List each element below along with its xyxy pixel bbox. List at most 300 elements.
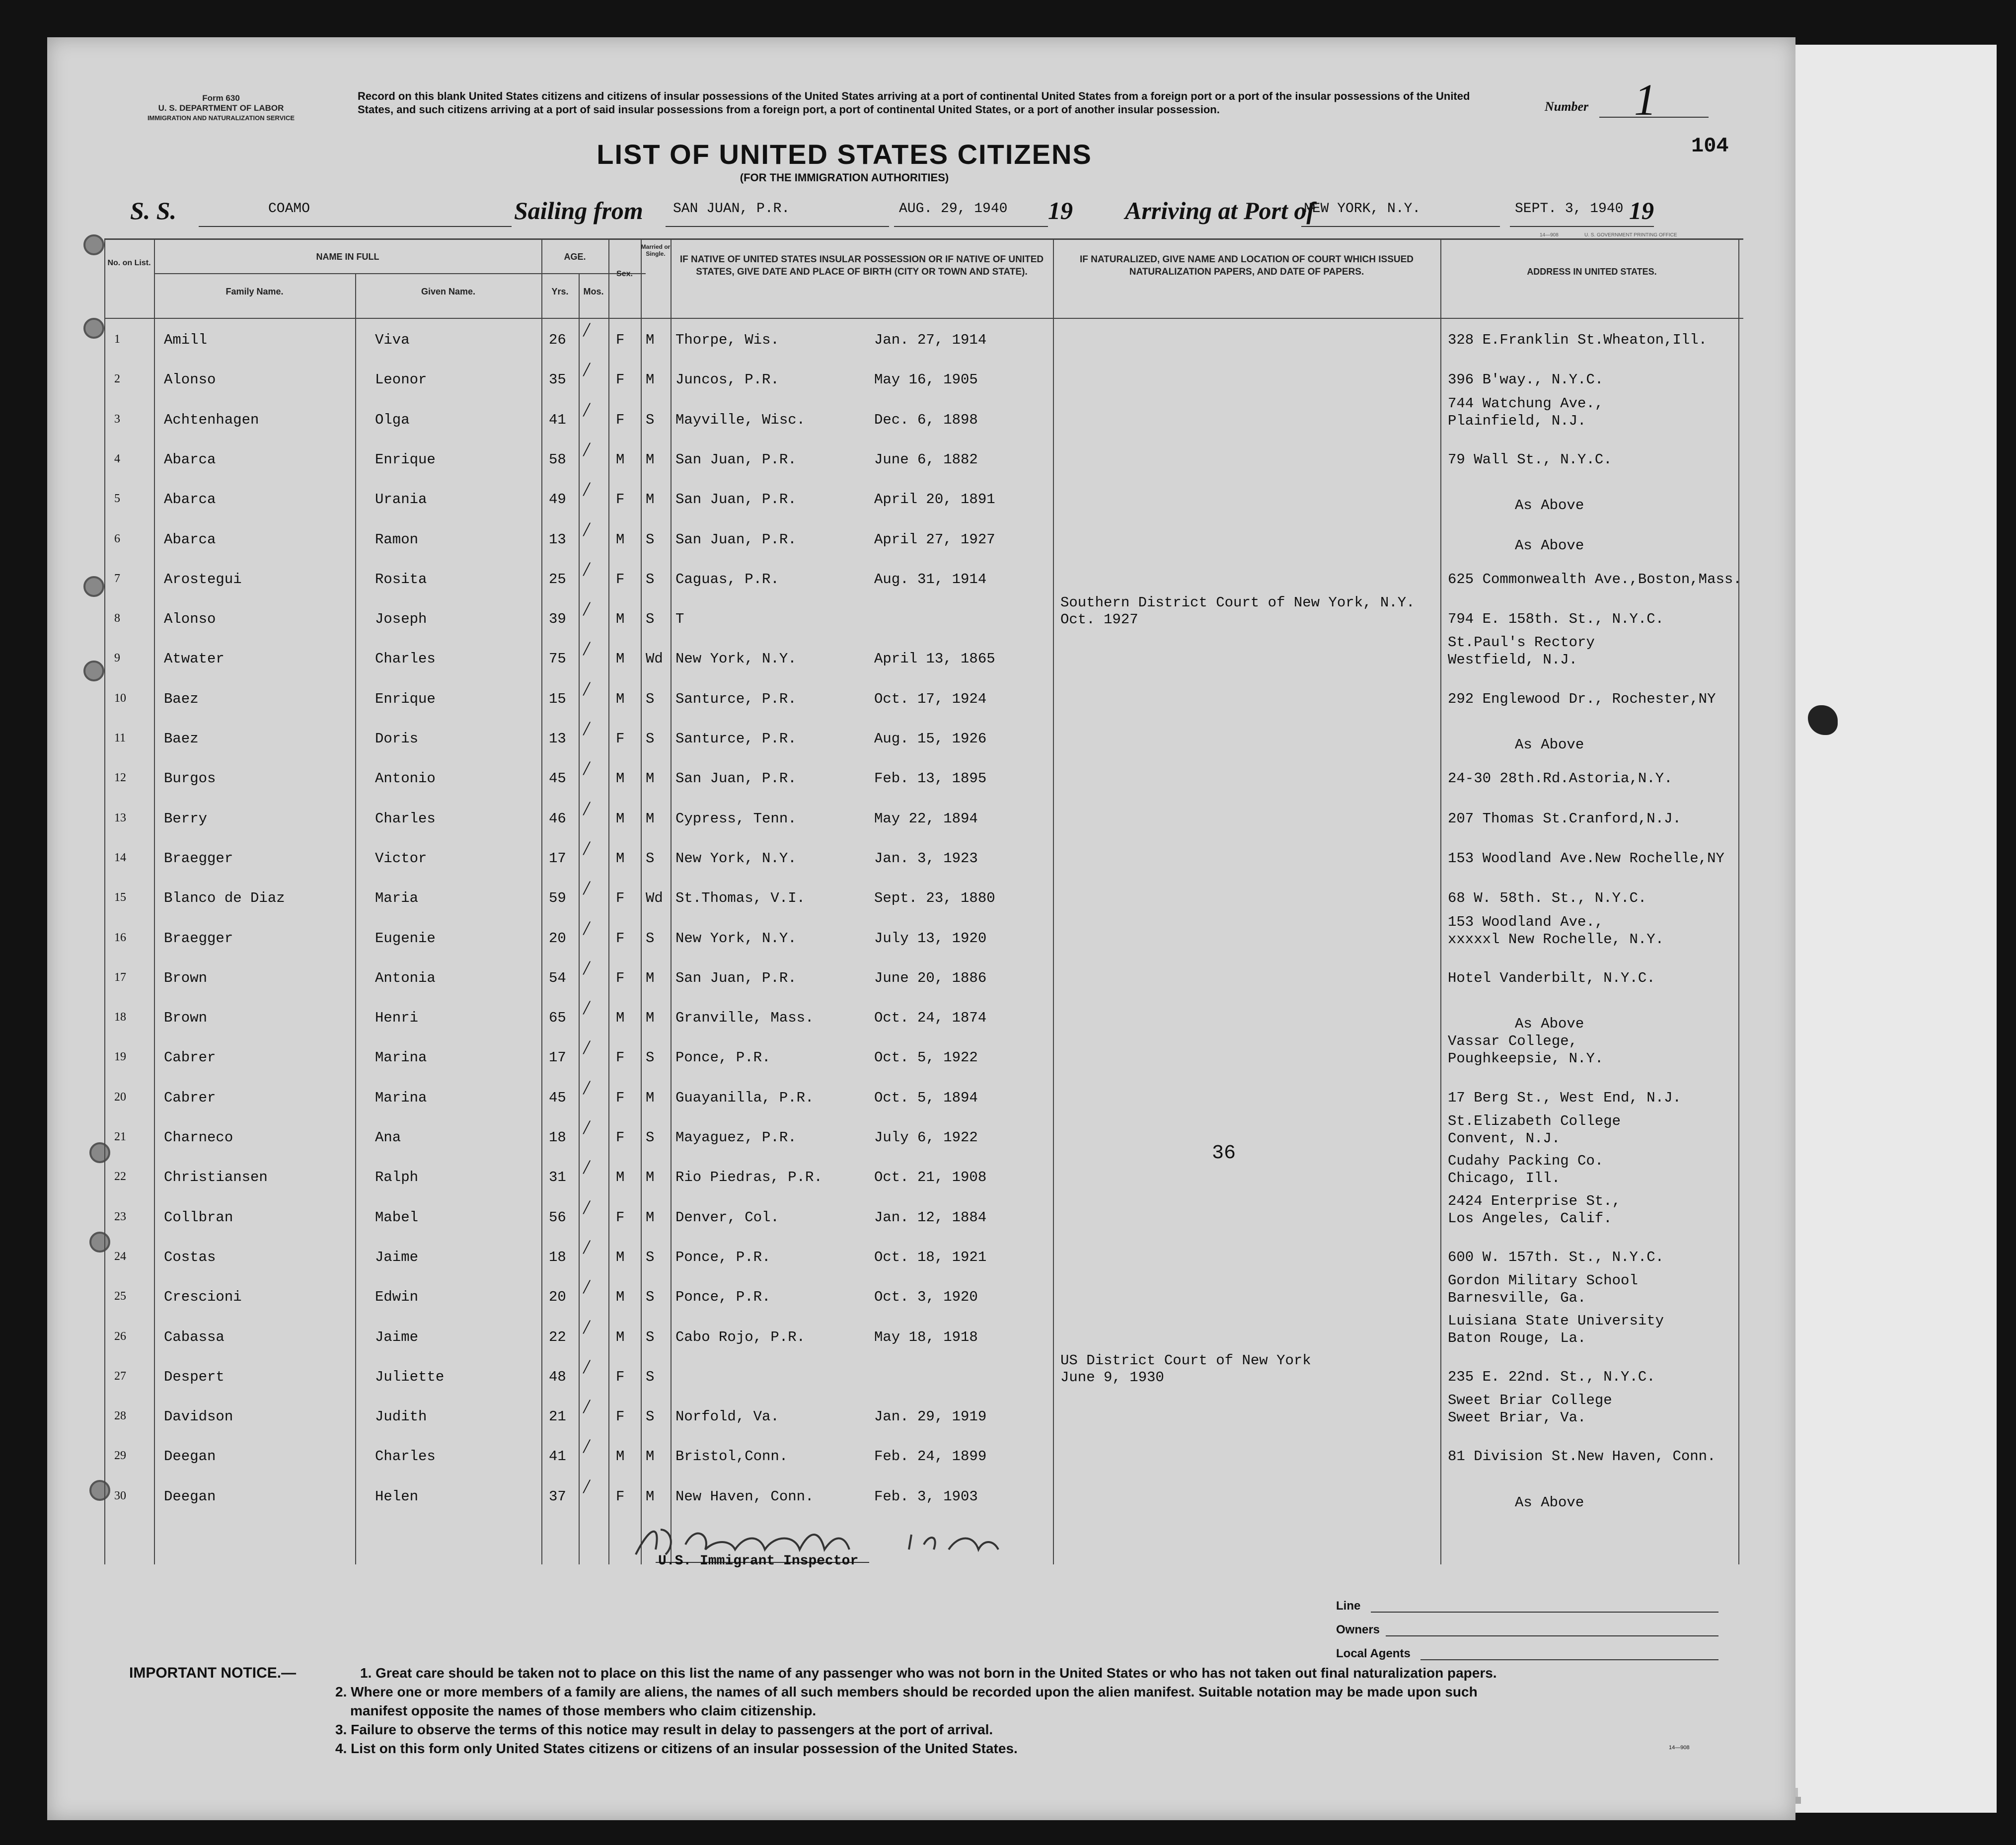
cell-address-line1: 81 Division St.New Haven, Conn. (1448, 1448, 1716, 1465)
cell-n: 18 (114, 1011, 126, 1024)
tick-mark: / (584, 358, 590, 381)
table-row (104, 913, 1743, 956)
table-row (104, 876, 1743, 916)
cell-address-line1: Vassar College, (1448, 1033, 1578, 1050)
cell-ms: Wd (646, 890, 663, 907)
cell-date: Jan. 29, 1919 (874, 1408, 987, 1425)
cell-ms: S (646, 850, 655, 867)
cell-date: Oct. 24, 1874 (874, 1010, 987, 1027)
cell-age: 59 (549, 890, 566, 907)
cell-family: Arostegui (164, 571, 242, 588)
cell-family: Deegan (164, 1448, 216, 1465)
cell-given: Juliette (375, 1368, 445, 1385)
header-address: ADDRESS IN UNITED STATES. (1527, 267, 1657, 277)
cell-address-line1: 292 Englewood Dr., Rochester,NY (1448, 690, 1716, 707)
cell-n: 22 (114, 1170, 126, 1183)
table-row (104, 1235, 1743, 1275)
cell-date: Oct. 3, 1920 (874, 1289, 978, 1306)
cell-family: Despert (164, 1368, 224, 1385)
cell-ms: S (646, 1289, 655, 1306)
cell-age: 26 (549, 332, 566, 348)
tick-mark: / (584, 517, 590, 540)
cell-given: Mabel (375, 1209, 419, 1226)
cell-place: Guayanilla, P.R. (675, 1089, 814, 1106)
cell-sex: F (616, 1209, 625, 1226)
cell-age: 17 (549, 850, 566, 867)
cell-ms: S (646, 411, 655, 428)
tick-mark: / (584, 398, 590, 421)
tick-mark: / (584, 1116, 590, 1138)
cell-n: 4 (114, 452, 120, 465)
binding-hole (83, 234, 104, 255)
tick-mark: / (584, 797, 590, 819)
cell-age: 18 (549, 1249, 566, 1265)
cell-age: 18 (549, 1129, 566, 1146)
document-subtitle: (FOR THE IMMIGRATION AUTHORITIES) (740, 171, 949, 184)
table-row (104, 438, 1743, 477)
cell-sex: M (616, 1169, 625, 1186)
cell-place: Granville, Mass. (675, 1010, 814, 1027)
header-sex: Sex. (616, 270, 633, 278)
cell-address-line1: 328 E.Franklin St.Wheaton,Ill. (1448, 332, 1708, 348)
local-agents-underline (1420, 1659, 1718, 1660)
cell-age: 75 (549, 651, 566, 667)
cell-n: 16 (114, 931, 126, 944)
cell-given: Leonor (375, 371, 427, 388)
header-family-name: Family Name. (225, 287, 284, 296)
cell-sex: M (616, 850, 625, 867)
cell-family: Costas (164, 1249, 216, 1265)
binding-hole (83, 661, 104, 681)
cell-family: Berry (164, 810, 208, 827)
cell-family: Alonso (164, 611, 216, 628)
page-number: 104 (1691, 134, 1729, 158)
sailing-from-label: Sailing from (514, 197, 643, 224)
cell-n: 21 (114, 1130, 126, 1143)
cell-age: 37 (549, 1488, 566, 1505)
cell-n: 27 (114, 1369, 126, 1383)
cell-date: Feb. 24, 1899 (874, 1448, 987, 1465)
tick-mark: / (584, 438, 590, 460)
table-row (104, 1392, 1743, 1434)
cell-address-line1: 79 Wall St., N.Y.C. (1448, 451, 1612, 468)
cell-sex: M (616, 531, 625, 548)
cell-ms: S (646, 1328, 655, 1345)
table-row (104, 358, 1743, 397)
cell-age: 15 (549, 690, 566, 707)
cell-ms: M (646, 371, 655, 388)
cell-sex: M (616, 611, 625, 628)
cell-age: 46 (549, 810, 566, 827)
cell-given: Charles (375, 1448, 436, 1465)
cell-given: Viva (375, 332, 410, 348)
cell-given: Urania (375, 491, 427, 508)
sail-date-underline (894, 226, 1048, 227)
cell-address-line1: 794 E. 158th. St., N.Y.C. (1448, 611, 1664, 628)
cell-address-line1: 153 Woodland Ave., (1448, 913, 1604, 930)
table-row (104, 956, 1743, 996)
tick-mark: / (584, 996, 590, 1019)
cell-n: 28 (114, 1409, 126, 1423)
cell-place: Cabo Rojo, P.R. (675, 1328, 806, 1345)
tick-mark: / (584, 877, 590, 899)
cell-sex: M (616, 1010, 625, 1027)
cell-date: April 20, 1891 (874, 491, 995, 508)
passenger-table (104, 238, 1743, 1564)
cell-place: San Juan, P.R. (675, 770, 797, 787)
cell-family: Burgos (164, 770, 216, 787)
notice-item-4: 4. List on this form only United States citizens or citizens of an insular possession of the United States. (335, 1741, 1018, 1756)
table-top-border (104, 238, 1743, 240)
cell-date: April 13, 1865 (874, 651, 995, 667)
cell-address-line2: Convent, N.J. (1448, 1130, 1561, 1147)
cell-given: Eugenie (375, 930, 436, 947)
cell-age: 65 (549, 1010, 566, 1027)
cell-sex: F (616, 371, 625, 388)
table-row (104, 1312, 1743, 1355)
cell-sex: M (616, 810, 625, 827)
cell-address-line2: Poughkeepsie, N.Y. (1448, 1050, 1604, 1067)
cell-sex: F (616, 1488, 625, 1505)
header-months: Mos. (583, 287, 604, 296)
tick-mark: / (584, 1315, 590, 1338)
cell-date: Aug. 31, 1914 (874, 571, 987, 588)
name-age-subdivider (154, 273, 646, 274)
cell-address-line1: As Above (1515, 737, 1584, 753)
cell-family: Abarca (164, 531, 216, 548)
tick-mark: / (584, 916, 590, 939)
cell-family: Brown (164, 969, 208, 986)
cell-family: Baez (164, 731, 199, 747)
cell-ms: S (646, 571, 655, 588)
table-row (104, 836, 1743, 876)
cell-address-line1: 235 E. 22nd. St., N.Y.C. (1448, 1368, 1655, 1385)
cell-family: Baez (164, 690, 199, 707)
cell-sex: F (616, 411, 625, 428)
cell-address-line1: 153 Woodland Ave.New Rochelle,NY (1448, 850, 1724, 867)
cell-place: Ponce, P.R. (675, 1289, 771, 1306)
cell-naturalization: US District Court of New York June 9, 1930 (1060, 1352, 1311, 1386)
cell-date: June 6, 1882 (874, 451, 978, 468)
table-row (104, 1115, 1743, 1155)
cell-n: 17 (114, 970, 126, 984)
cell-n: 10 (114, 691, 126, 705)
header-no-on-list: No. on List. (107, 259, 151, 267)
cell-address-line1: Hotel Vanderbilt, N.Y.C. (1448, 969, 1655, 986)
form-number: Form 630 (202, 93, 240, 103)
underlying-page (1778, 45, 1997, 1813)
table-row (104, 797, 1743, 836)
cell-given: Marina (375, 1049, 427, 1066)
tick-mark: / (584, 1036, 590, 1059)
cell-date: July 6, 1922 (874, 1129, 978, 1146)
cell-date: May 18, 1918 (874, 1328, 978, 1345)
cell-address-line1: 396 B'way., N.Y.C. (1448, 371, 1604, 388)
arrival-underline (1301, 226, 1500, 227)
line-underline (1371, 1612, 1718, 1613)
cell-address-line1: 600 W. 157th. St., N.Y.C. (1448, 1249, 1664, 1265)
header-birth: IF NATIVE OF UNITED STATES INSULAR POSSESSION OR IF NATIVE OF UNITED STATES, GIVE DATE AND PLACE OF BIRTH (CITY OR TOWN AND STATE). (679, 254, 1044, 277)
cell-family: Abarca (164, 451, 216, 468)
arrival-date: SEPT. 3, 1940 (1515, 201, 1624, 217)
cell-ms: S (646, 690, 655, 707)
cell-n: 9 (114, 652, 120, 665)
header-given-name: Given Name. (421, 287, 476, 296)
cell-address-line2: Baton Rouge, La. (1448, 1329, 1586, 1346)
sail-date: AUG. 29, 1940 (899, 201, 1008, 217)
cell-place: Rio Piedras, P.R. (675, 1169, 822, 1186)
cell-ms: M (646, 1209, 655, 1226)
printer-mark: U. S. GOVERNMENT PRINTING OFFICE (1584, 232, 1677, 238)
tick-mark: / (584, 1156, 590, 1179)
ss-label: S. S. (130, 197, 177, 224)
header-naturalized: IF NATURALIZED, GIVE NAME AND LOCATION OF COURT WHICH ISSUED NATURALIZATION PAPERS, AND DATE OF PAPERS. (1079, 254, 1414, 277)
inspector-title: U.S. Immigrant Inspector (658, 1553, 859, 1569)
cell-place: San Juan, P.R. (675, 969, 797, 986)
tick-mark: / (584, 597, 590, 620)
cell-date: May 22, 1894 (874, 810, 978, 827)
cell-ms: M (646, 451, 655, 468)
cell-ms: M (646, 810, 655, 827)
cell-address-line1: St.Elizabeth College (1448, 1113, 1621, 1129)
cell-family: Brown (164, 1010, 208, 1027)
cell-family: Deegan (164, 1488, 216, 1505)
cell-sex: M (616, 690, 625, 707)
cell-date: Oct. 5, 1894 (874, 1089, 978, 1106)
table-row (104, 1352, 1743, 1395)
cell-sex: F (616, 1408, 625, 1425)
cell-given: Olga (375, 411, 410, 428)
cell-given: Ramon (375, 531, 419, 548)
cell-n: 5 (114, 492, 120, 506)
cell-age: 13 (549, 731, 566, 747)
tick-mark: / (584, 318, 590, 341)
table-row (104, 996, 1743, 1035)
cell-date: Sept. 23, 1880 (874, 890, 995, 907)
cell-place: Thorpe, Wis. (675, 332, 779, 348)
cell-n: 15 (114, 891, 126, 904)
cell-place: Santurce, P.R. (675, 690, 797, 707)
cell-date: Aug. 15, 1926 (874, 731, 987, 747)
cell-n: 25 (114, 1290, 126, 1303)
cell-address-line2: Sweet Briar, Va. (1448, 1409, 1586, 1426)
cell-place: St.Thomas, V.I. (675, 890, 806, 907)
notice-item-3: 3. Failure to observe the terms of this notice may result in delay to passengers at the port of arrival. (335, 1722, 993, 1737)
cell-ms: M (646, 1448, 655, 1465)
table-row (104, 1076, 1743, 1115)
tick-mark: / (584, 1475, 590, 1497)
cell-date: Feb. 3, 1903 (874, 1488, 978, 1505)
cell-sex: F (616, 332, 625, 348)
cell-address-line1: As Above (1515, 1016, 1584, 1033)
cell-ms: Wd (646, 651, 663, 667)
cell-sex: M (616, 1289, 625, 1306)
cell-place: Ponce, P.R. (675, 1249, 771, 1265)
header-name-in-full: NAME IN FULL (316, 252, 379, 262)
cell-given: Judith (375, 1408, 427, 1425)
cell-age: 20 (549, 1289, 566, 1306)
sailing-underline (666, 226, 889, 227)
cell-given: Jaime (375, 1328, 419, 1345)
header-years: Yrs. (551, 287, 569, 296)
cell-age: 17 (549, 1049, 566, 1066)
document-title: LIST OF UNITED STATES CITIZENS (597, 139, 1092, 170)
cell-ms: S (646, 531, 655, 548)
cell-family: Cabrer (164, 1089, 216, 1106)
sailing-port: SAN JUAN, P.R. (673, 201, 790, 217)
cell-age: 49 (549, 491, 566, 508)
notice-item-2: 2. Where one or more members of a family are aliens, the names of all such members should be recorded upon the alien manifest. Suitable notation may be made upon such (335, 1684, 1478, 1699)
cell-sex: F (616, 969, 625, 986)
cell-address-line1: As Above (1515, 537, 1584, 554)
cell-n: 3 (114, 412, 120, 426)
cell-place: San Juan, P.R. (675, 531, 797, 548)
cell-address-line1: 207 Thomas St.Cranford,N.J. (1448, 810, 1681, 827)
cell-given: Ana (375, 1129, 401, 1146)
cell-given: Charles (375, 651, 436, 667)
binding-hole (83, 576, 104, 597)
cell-family: Collbran (164, 1209, 233, 1226)
cell-date: Dec. 6, 1898 (874, 411, 978, 428)
year-prefix-2: 19 (1629, 197, 1654, 224)
cell-family: Atwater (164, 651, 224, 667)
cell-place: New York, N.Y. (675, 930, 797, 947)
cell-n: 26 (114, 1329, 126, 1343)
table-row (104, 557, 1743, 597)
cell-ms: M (646, 332, 655, 348)
table-row (104, 717, 1743, 756)
cell-date: Jan. 12, 1884 (874, 1209, 987, 1226)
tick-mark: / (584, 677, 590, 700)
cell-place: T (675, 611, 684, 628)
cell-date: May 16, 1905 (874, 371, 978, 388)
tick-mark: / (584, 637, 590, 660)
cell-n: 20 (114, 1090, 126, 1104)
service-name: IMMIGRATION AND NATURALIZATION SERVICE (147, 114, 295, 122)
cell-address-line2: xxxxxl New Rochelle, N.Y. (1448, 931, 1664, 948)
cell-n: 23 (114, 1210, 126, 1223)
table-row (104, 395, 1743, 438)
cell-sex: M (616, 1328, 625, 1345)
cell-sex: F (616, 1049, 625, 1066)
cell-place: Juncos, P.R. (675, 371, 779, 388)
header-age: AGE. (564, 252, 586, 262)
list-number: 1 (1634, 75, 1656, 125)
table-row (104, 677, 1743, 717)
cell-given: Antonio (375, 770, 436, 787)
handwritten-count: 36 (1212, 1142, 1236, 1165)
cell-address-line1: St.Paul's Rectory (1448, 634, 1595, 651)
cell-n: 24 (114, 1250, 126, 1263)
cell-n: 2 (114, 372, 120, 386)
cell-age: 13 (549, 531, 566, 548)
tick-mark: / (584, 1195, 590, 1218)
cell-family: Abarca (164, 491, 216, 508)
cell-ms: S (646, 731, 655, 747)
notice-item-2-cont: manifest opposite the names of those members who claim citizenship. (350, 1703, 817, 1718)
cell-age: 41 (549, 411, 566, 428)
cell-ms: S (646, 611, 655, 628)
cell-sex: F (616, 491, 625, 508)
table-row (104, 318, 1743, 358)
cell-age: 35 (549, 371, 566, 388)
cell-place: Mayaguez, P.R. (675, 1129, 797, 1146)
cell-date: Jan. 27, 1914 (874, 332, 987, 348)
cell-ms: S (646, 1129, 655, 1146)
cell-ms: S (646, 1049, 655, 1066)
tick-mark: / (584, 1076, 590, 1099)
cell-address-line2: Los Angeles, Calif. (1448, 1210, 1612, 1227)
cell-date: June 20, 1886 (874, 969, 987, 986)
cell-age: 41 (549, 1448, 566, 1465)
tick-mark: / (584, 1395, 590, 1418)
cell-place: New York, N.Y. (675, 651, 797, 667)
tick-mark: / (584, 717, 590, 739)
number-label: Number (1545, 99, 1589, 114)
cell-address-line1: 744 Watchung Ave., (1448, 395, 1604, 412)
cell-date: Jan. 3, 1923 (874, 850, 978, 867)
department: U. S. DEPARTMENT OF LABOR (158, 103, 284, 113)
cell-ms: M (646, 1089, 655, 1106)
cell-age: 25 (549, 571, 566, 588)
cell-ms: M (646, 969, 655, 986)
cell-given: Joseph (375, 611, 427, 628)
cell-place: Norfold, Va. (675, 1408, 779, 1425)
cell-sex: F (616, 1368, 625, 1385)
cell-address-line1: As Above (1515, 497, 1584, 514)
cell-sex: F (616, 1089, 625, 1106)
cell-address-line2: Plainfield, N.J. (1448, 412, 1586, 429)
cell-address-line1: 68 W. 58th. St., N.Y.C. (1448, 890, 1647, 907)
year-prefix-1: 19 (1048, 197, 1073, 224)
cell-sex: F (616, 1129, 625, 1146)
cell-given: Henri (375, 1010, 419, 1027)
cell-given: Antonia (375, 969, 436, 986)
cell-address-line1: 17 Berg St., West End, N.J. (1448, 1089, 1681, 1106)
cell-place: San Juan, P.R. (675, 451, 797, 468)
cell-given: Charles (375, 810, 436, 827)
cell-age: 54 (549, 969, 566, 986)
notice-item-1: 1. Great care should be taken not to place on this list the name of any passenger who was not born in the United States or who has not taken out final naturalization papers. (360, 1665, 1497, 1681)
cell-n: 7 (114, 572, 120, 585)
cell-sex: M (616, 651, 625, 667)
cell-sex: M (616, 1448, 625, 1465)
cell-family: Crescioni (164, 1289, 242, 1306)
cell-place: Mayville, Wisc. (675, 411, 806, 428)
cell-n: 13 (114, 811, 126, 824)
tick-mark: / (584, 478, 590, 501)
cell-sex: M (616, 770, 625, 787)
cell-place: Caguas, P.R. (675, 571, 779, 588)
cell-age: 39 (549, 611, 566, 628)
cell-address-line1: Cudahy Packing Co. (1448, 1153, 1604, 1170)
cell-family: Cabassa (164, 1328, 224, 1345)
cell-family: Amill (164, 332, 208, 348)
tick-mark: / (584, 836, 590, 859)
cell-age: 45 (549, 1089, 566, 1106)
table-row (104, 1192, 1743, 1235)
cell-date: July 13, 1920 (874, 930, 987, 947)
cell-given: Rosita (375, 571, 427, 588)
cell-age: 48 (549, 1368, 566, 1385)
cell-ms: M (646, 491, 655, 508)
cell-naturalization: Southern District Court of New York, N.Y. Oct. 1927 (1060, 594, 1415, 628)
arrival-port: NEW YORK, N.Y. (1304, 201, 1421, 217)
cell-n: 11 (114, 732, 126, 744)
cell-given: Marina (375, 1089, 427, 1106)
cell-n: 29 (114, 1449, 126, 1463)
cell-n: 1 (114, 333, 120, 346)
